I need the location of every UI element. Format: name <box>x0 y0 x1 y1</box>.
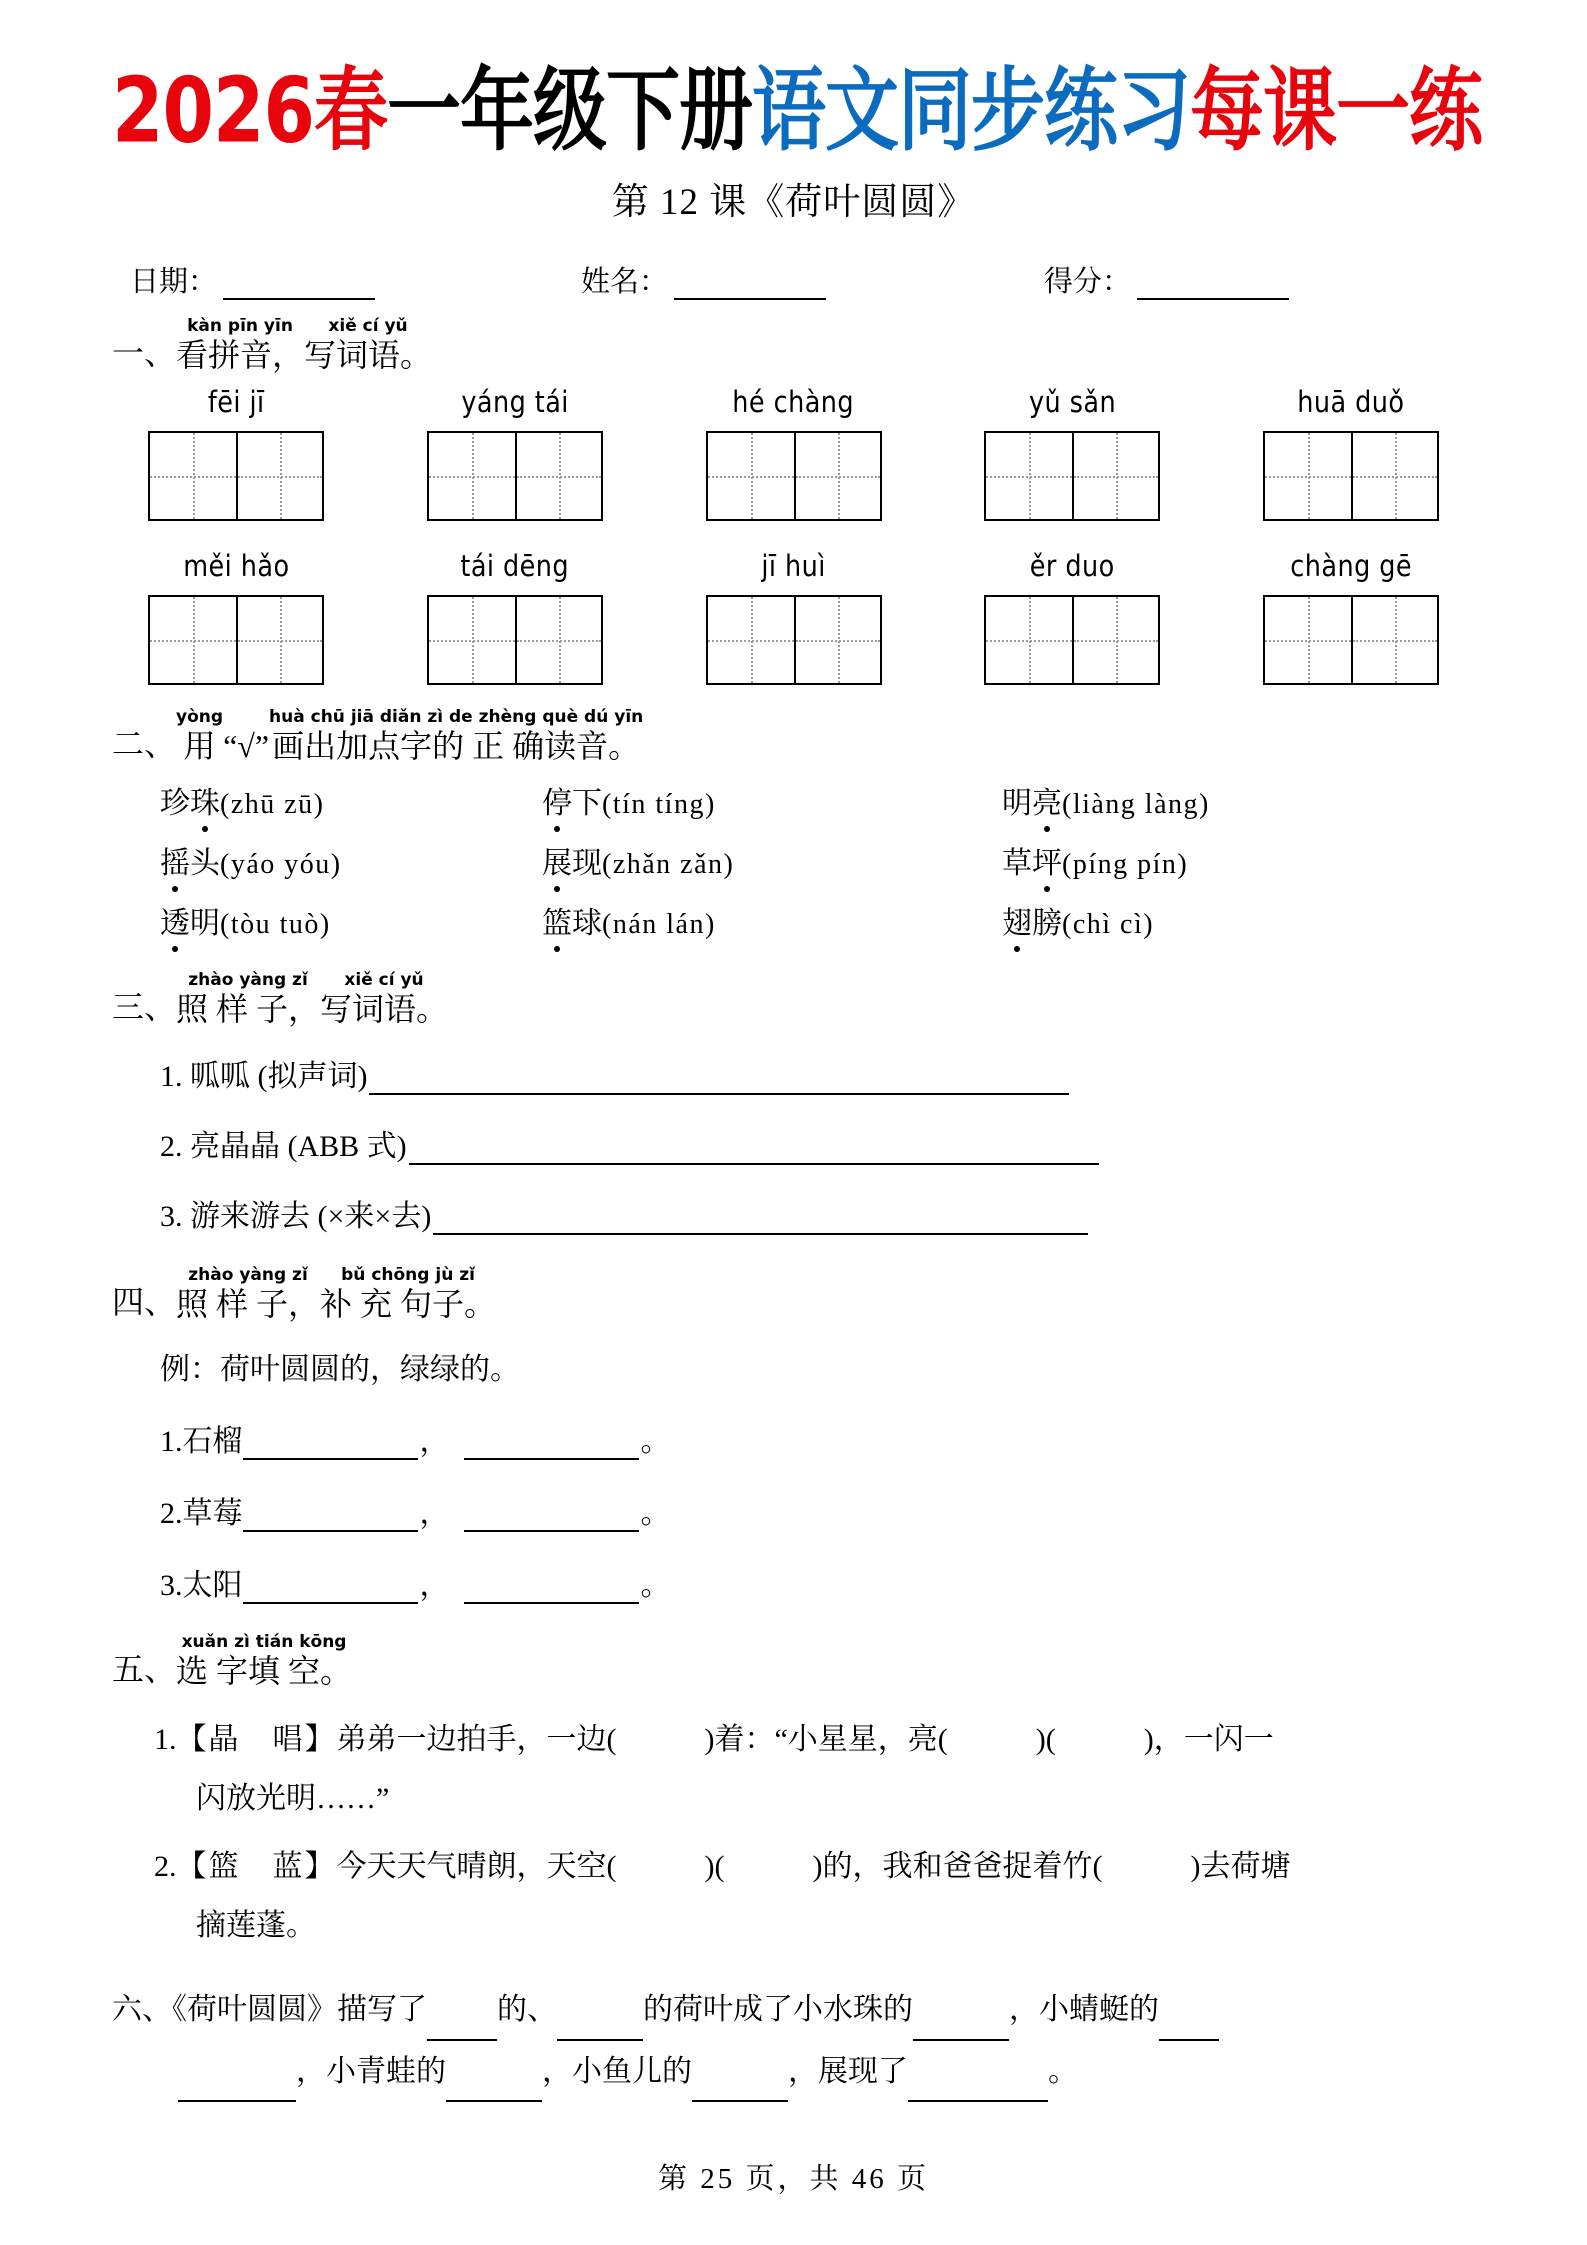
section-4-number: 四、 <box>112 1284 177 1321</box>
section-1-heading <box>112 316 1475 374</box>
sentence-period: 。 <box>640 1569 671 1603</box>
sentence-part-a: 今天天气晴朗，天空( <box>336 1850 617 1884</box>
choice-word-dotted: 停 <box>542 778 572 822</box>
section-6-blank-7[interactable] <box>908 2078 1048 2102</box>
title-part-year: 2026春 <box>112 58 387 164</box>
section-6-blank-6[interactable] <box>692 2078 788 2102</box>
sentence-line-2: 闪放光明……” <box>196 1781 390 1815</box>
section-6-blank-4b[interactable] <box>178 2078 296 2102</box>
section-1-han-b: 写词语。 <box>304 337 433 374</box>
section-2-check-mark-text: “√” <box>223 728 270 765</box>
pinyin-grid-item <box>956 385 1188 521</box>
sentence-blank-1[interactable] <box>243 1506 418 1532</box>
pinyin-label: hé chàng <box>732 385 855 420</box>
name-blank-line[interactable] <box>674 272 826 300</box>
choice-word-dotted: 展 <box>542 838 572 882</box>
choice-readings[interactable]: (nán lán) <box>602 909 716 941</box>
page-footer: 第 25 页，共 46 页 <box>657 2163 929 2195</box>
sentence-blank-2[interactable] <box>464 1506 639 1532</box>
answer-blank-line[interactable] <box>433 1209 1088 1235</box>
section-6-blank-5[interactable] <box>446 2078 542 2102</box>
section-3-han-a: 照 样 子， <box>176 991 321 1028</box>
sentence-subject: 1.石榴 <box>160 1425 243 1459</box>
select-fill-item-1 <box>112 1711 1475 1828</box>
section-2-han-b: 画出加点字的 正 确读音。 <box>272 728 641 765</box>
sentence-period: 。 <box>640 1497 671 1531</box>
tianzige-box[interactable] <box>148 595 324 685</box>
tianzige-box[interactable] <box>984 431 1160 521</box>
choice-word-pre: 明 <box>1002 787 1032 821</box>
write-word-item <box>112 1051 1475 1095</box>
section-2-ruby-a <box>176 707 224 765</box>
sentence-part-c: )的，我和爸爸捉着竹( <box>812 1850 1103 1884</box>
tianzige-box[interactable] <box>706 595 882 685</box>
section-3-pinyin-b: xiě cí yǔ <box>344 970 424 991</box>
sentence-fill-item <box>112 1560 1475 1604</box>
choice-row <box>112 778 1475 822</box>
section-3-ruby-a <box>176 970 321 1028</box>
tianzige-box[interactable] <box>427 595 603 685</box>
choice-item[interactable] <box>112 898 542 942</box>
section-1-ruby-a <box>176 316 305 374</box>
choice-word-dotted: 摇 <box>160 838 190 882</box>
pinyin-grid-item <box>120 549 352 685</box>
choice-readings[interactable]: (chì cì) <box>1062 909 1155 941</box>
pinyin-grid-item <box>678 549 910 685</box>
section-1-number: 一、 <box>112 335 177 372</box>
answer-blank-line[interactable] <box>369 1069 1069 1095</box>
char-choices: 【篮 蓝】 <box>176 1850 337 1884</box>
item-number: 2. <box>154 1850 177 1884</box>
tianzige-box[interactable] <box>1263 431 1439 521</box>
pinyin-grid-item <box>956 549 1188 685</box>
choice-item[interactable] <box>1002 778 1210 822</box>
choice-word-dotted: 亮 <box>1032 778 1062 822</box>
choice-readings[interactable]: (yáo yóu) <box>220 849 342 881</box>
section-6-blank-3[interactable] <box>913 2017 1009 2041</box>
section-1-pinyin-a: kàn pīn yīn <box>187 316 293 337</box>
choice-item[interactable] <box>542 778 1002 822</box>
meta-row <box>112 259 1475 300</box>
answer-paren-3[interactable] <box>1102 1850 1190 1883</box>
section-4-han-b: 补 充 句子。 <box>320 1286 497 1323</box>
choice-word-dotted: 坪 <box>1032 838 1062 882</box>
tianzige-box[interactable] <box>1263 595 1439 685</box>
write-word-prompt: 3. 游来游去 (×来×去) <box>160 1200 432 1234</box>
section-4-pinyin-b: bǔ chōng jù zǐ <box>341 1265 475 1286</box>
pinyin-grid-row-1 <box>112 385 1475 521</box>
pinyin-label: chàng gē <box>1290 549 1412 584</box>
section-5-han: 选 字填 空。 <box>176 1653 353 1690</box>
section-4-han-a: 照 样 子， <box>176 1286 321 1323</box>
sentence-part-b: )着：“小星星，亮( <box>704 1723 948 1757</box>
title-part-series: 每课一练 <box>1189 58 1482 164</box>
sentence-subject: 3.太阳 <box>160 1569 243 1603</box>
choice-item[interactable] <box>112 838 542 882</box>
section-2-ruby-b <box>269 707 644 765</box>
sentence-blank-1[interactable] <box>243 1434 418 1460</box>
pinyin-grid-item <box>120 385 352 521</box>
section-6-blank-2[interactable] <box>557 2017 643 2041</box>
tianzige-box[interactable] <box>427 431 603 521</box>
choice-word-pre: 珍 <box>160 787 190 821</box>
choice-word-post: 明 <box>190 907 220 941</box>
section-3-heading <box>112 970 1475 1028</box>
section-3-han-b: 写词语。 <box>320 991 449 1028</box>
section-3-items <box>112 1051 1475 1235</box>
section-6-text-g: ，展现了 <box>788 2054 908 2088</box>
section-5-number: 五、 <box>112 1651 177 1688</box>
pinyin-grid-row-2 <box>112 549 1475 685</box>
sentence-comma: ， <box>419 1425 450 1459</box>
pinyin-label: yǔ sǎn <box>1028 385 1116 420</box>
answer-blank-line[interactable] <box>409 1139 1099 1165</box>
section-4-ruby-a <box>176 1265 321 1323</box>
answer-paren-1[interactable] <box>617 1850 705 1883</box>
score-label: 得分： <box>1044 266 1132 299</box>
section-6-text-b: 的、 <box>497 1993 557 2027</box>
choice-row <box>112 838 1475 882</box>
section-4-example: 例：荷叶圆圆的，绿绿的。 <box>160 1353 520 1387</box>
choice-word-dotted: 珠 <box>190 778 220 822</box>
section-5-heading <box>112 1632 1475 1690</box>
choice-word-post: 球 <box>572 907 602 941</box>
sentence-part-d: )去荷塘 <box>1190 1850 1291 1884</box>
section-6-text-c: 的荷叶成了小水珠的 <box>643 1993 913 2027</box>
sentence-blank-2[interactable] <box>464 1434 639 1460</box>
char-choices: 【晶 唱】 <box>176 1723 337 1757</box>
sentence-period: 。 <box>640 1425 671 1459</box>
score-blank-line[interactable] <box>1137 272 1289 300</box>
sentence-part-a: 弟弟一边拍手，一边( <box>336 1723 617 1757</box>
date-blank-line[interactable] <box>223 272 375 300</box>
item-number: 1. <box>154 1723 177 1757</box>
date-field[interactable] <box>130 259 375 300</box>
title-part-grade: 一年级下册 <box>386 58 752 164</box>
section-2-pinyin-a: yòng <box>176 707 224 728</box>
pinyin-label: jī huì <box>761 549 826 584</box>
choice-item[interactable] <box>542 838 1002 882</box>
section-3-pinyin-a: zhào yàng zǐ <box>188 970 308 991</box>
choice-word-dotted: 透 <box>160 898 190 942</box>
choice-item[interactable] <box>1002 898 1154 942</box>
section-6-blank-4[interactable] <box>1159 2017 1219 2041</box>
pinyin-grid-item <box>1235 385 1467 521</box>
choice-readings[interactable]: (tín tíng) <box>602 789 716 821</box>
choice-readings[interactable]: (zhū zū) <box>220 789 325 821</box>
date-label: 日期： <box>130 266 218 299</box>
name-field[interactable] <box>581 259 826 300</box>
section-6-number: 六、 <box>112 1993 172 2027</box>
sentence-comma: ， <box>419 1497 450 1531</box>
sentence-part-d: )，一闪一 <box>1143 1723 1274 1757</box>
pinyin-label: yáng tái <box>461 385 569 420</box>
answer-paren-2[interactable] <box>724 1850 812 1883</box>
section-5-pinyin: xuǎn zì tián kōng <box>181 1632 347 1653</box>
answer-paren-2[interactable] <box>948 1723 1036 1756</box>
section-6-text-e: ，小青蛙的 <box>296 2054 446 2088</box>
write-word-item <box>112 1121 1475 1165</box>
select-fill-item-2 <box>112 1838 1475 1955</box>
choice-row <box>112 898 1475 942</box>
sentence-subject: 2.草莓 <box>160 1497 243 1531</box>
section-2-pinyin-b: huà chū jiā diǎn zì de zhèng què dú yīn <box>269 707 644 728</box>
page-title <box>112 0 1482 165</box>
pinyin-label: měi hǎo <box>182 549 290 584</box>
pinyin-grid-item <box>1235 549 1467 685</box>
pinyin-grid-item <box>399 549 631 685</box>
title-part-subject: 语文同步练习 <box>751 58 1190 164</box>
section-2-han-a: 用 <box>183 728 216 765</box>
section-4-heading <box>112 1265 1475 1323</box>
pinyin-grid-item <box>678 385 910 521</box>
section-6-blank-1[interactable] <box>427 2017 497 2041</box>
sentence-blank-1[interactable] <box>243 1578 418 1604</box>
tianzige-box[interactable] <box>984 595 1160 685</box>
choice-readings[interactable]: (píng pín) <box>1062 849 1189 881</box>
tianzige-box[interactable] <box>706 431 882 521</box>
section-1-pinyin-b: xiě cí yǔ <box>328 316 408 337</box>
section-2-heading <box>112 707 1475 765</box>
choice-word-post: 下 <box>572 787 602 821</box>
sentence-part-b: )( <box>704 1850 725 1884</box>
pinyin-label: ěr duo <box>1029 549 1115 584</box>
choice-readings[interactable]: (liàng làng) <box>1062 789 1210 821</box>
section-6-text-f: ，小鱼儿的 <box>542 2054 692 2088</box>
section-1-han-a: 看拼音， <box>176 337 305 374</box>
section-5-ruby <box>176 1632 353 1690</box>
section-4-ruby-b <box>320 1265 497 1323</box>
pinyin-label: tái dēng <box>460 549 570 584</box>
choice-item[interactable] <box>1002 838 1188 882</box>
answer-paren-1[interactable] <box>617 1723 705 1756</box>
choice-word-post: 现 <box>572 847 602 881</box>
tianzige-box[interactable] <box>148 431 324 521</box>
write-word-prompt: 1. 呱呱 (拟声词) <box>160 1060 368 1094</box>
pinyin-grid-item <box>399 385 631 521</box>
section-1-ruby-b <box>304 316 433 374</box>
section-3-ruby-b <box>320 970 449 1028</box>
section-2-choices <box>112 778 1475 942</box>
choice-word-post: 膀 <box>1032 907 1062 941</box>
section-6-text-a: 《荷叶圆圆》描写了 <box>172 1993 427 2027</box>
pinyin-label: huā duǒ <box>1297 385 1405 420</box>
section-6-line-2 <box>112 2041 1475 2103</box>
sentence-part-c: )( <box>1035 1723 1056 1757</box>
section-6-line-1 <box>112 1979 1475 2041</box>
section-2-number: 二、 <box>112 726 177 763</box>
write-word-item <box>112 1191 1475 1235</box>
choice-word-pre: 草 <box>1002 847 1032 881</box>
choice-word-dotted: 翅 <box>1002 898 1032 942</box>
name-label: 姓名： <box>581 266 669 299</box>
section-6-text-h: 。 <box>1048 2054 1078 2088</box>
sentence-blank-2[interactable] <box>464 1578 639 1604</box>
section-4-pinyin-a: zhào yàng zǐ <box>188 1265 308 1286</box>
score-field[interactable] <box>1044 259 1289 300</box>
section-6-text-d: ，小蜻蜓的 <box>1009 1993 1159 2027</box>
sentence-line-2: 摘莲蓬。 <box>196 1908 316 1942</box>
section-4-items <box>112 1416 1475 1604</box>
choice-readings[interactable]: (zhǎn zǎn) <box>602 849 735 881</box>
choice-word-post: 头 <box>190 847 220 881</box>
write-word-prompt: 2. 亮晶晶 (ABB 式) <box>160 1130 407 1164</box>
choice-readings[interactable]: (tòu tuò) <box>220 909 331 941</box>
section-3-number: 三、 <box>112 989 177 1026</box>
pinyin-writing-grid <box>112 385 1475 685</box>
choice-word-dotted: 篮 <box>542 898 572 942</box>
sentence-fill-item <box>112 1488 1475 1532</box>
pinyin-label: fēi jī <box>207 385 265 420</box>
answer-paren-3[interactable] <box>1056 1723 1144 1756</box>
sentence-fill-item <box>112 1416 1475 1460</box>
choice-item[interactable] <box>112 778 542 822</box>
choice-item[interactable] <box>542 898 1002 942</box>
lesson-subtitle: 第 12 课《荷叶圆圆》 <box>611 182 976 224</box>
section-6 <box>112 1979 1475 2102</box>
sentence-comma: ， <box>419 1569 450 1603</box>
